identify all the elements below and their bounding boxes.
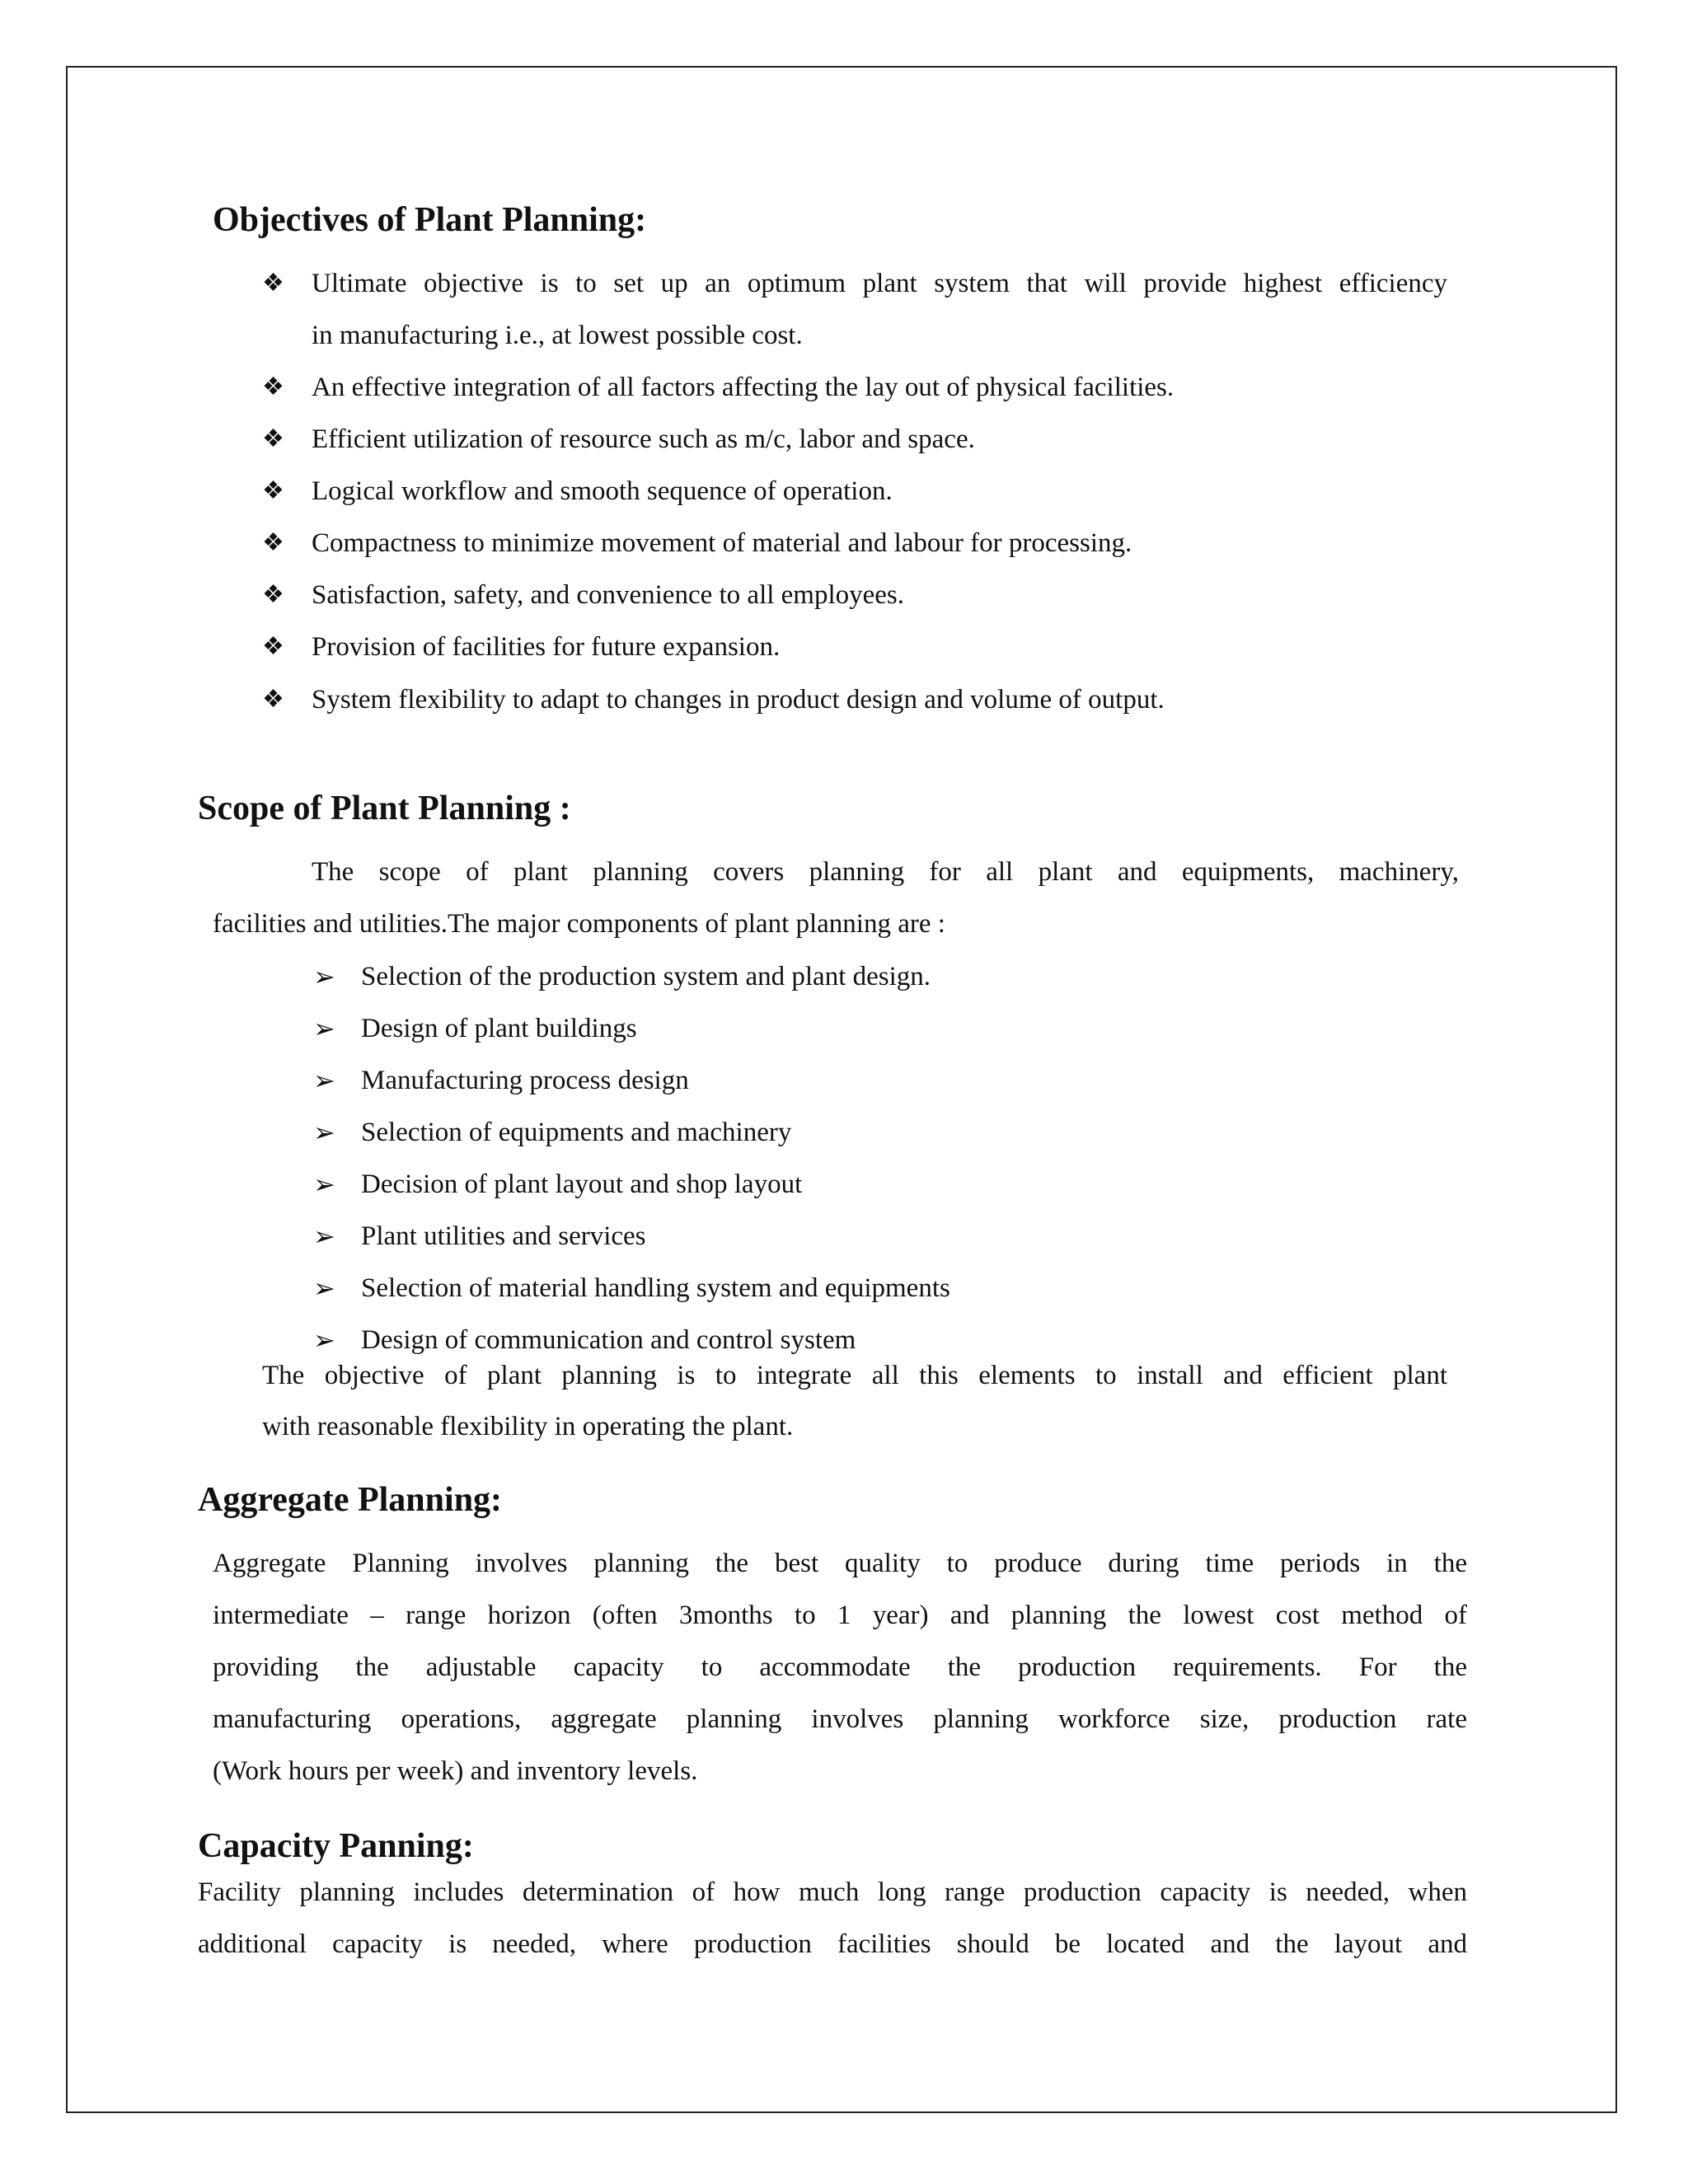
arrow-bullet-icon: ➢ (313, 1066, 335, 1095)
capacity-line-1: Facility planning includes determination of how much long range production capacity is needed, when (198, 1877, 1467, 1907)
diamond-bullet-icon: ❖ (262, 581, 284, 608)
arrow-bullet-icon: ➢ (313, 1169, 335, 1199)
arrow-bullet-icon: ➢ (313, 1014, 335, 1043)
capacity-line-2: additional capacity is needed, where production facilities should be located and the layout and (198, 1929, 1467, 1959)
aggregate-line-4: manufacturing operations, aggregate planning involves planning workforce size, production rate (213, 1704, 1467, 1734)
scope-intro-line-1: The scope of plant planning covers planning for all plant and equipments, machinery, (312, 857, 1459, 887)
diamond-bullet-icon: ❖ (262, 529, 284, 556)
diamond-bullet-icon: ❖ (262, 269, 284, 297)
scope-closing-line-2: with reasonable flexibility in operating the plant. (262, 1412, 794, 1441)
scope-item-1: Selection of the production system and plant design. (361, 962, 931, 991)
objective-item-4: Logical workflow and smooth sequence of operation. (312, 476, 893, 506)
scope-item-5: Decision of plant layout and shop layout (361, 1169, 803, 1199)
objective-item-5: Compactness to minimize movement of material and labour for processing. (312, 528, 1132, 558)
diamond-bullet-icon: ❖ (262, 686, 284, 713)
scope-item-4: Selection of equipments and machinery (361, 1118, 792, 1147)
aggregate-line-3: providing the adjustable capacity to accommodate the production requirements. For the (213, 1652, 1467, 1682)
diamond-bullet-icon: ❖ (262, 425, 284, 452)
objective-item-8: System flexibility to adapt to changes in product design and volume of output. (312, 685, 1165, 715)
scope-item-2: Design of plant buildings (361, 1014, 637, 1043)
arrow-bullet-icon: ➢ (313, 1325, 335, 1355)
capacity-heading: Capacity Panning: (198, 1827, 474, 1865)
scope-intro-line-2: facilities and utilities.The major components of plant planning are : (213, 909, 945, 939)
objective-item-7: Provision of facilities for future expansion. (312, 632, 781, 662)
aggregate-line-2: intermediate – range horizon (often 3months to 1 year) and planning the lowest cost method of (213, 1601, 1467, 1630)
aggregate-line-1: Aggregate Planning involves planning the best quality to produce during time periods in the (213, 1549, 1467, 1578)
objectives-heading: Objectives of Plant Planning: (213, 201, 647, 239)
objective-item-1-line-1: Ultimate objective is to set up an optimum plant system that will provide highest efficiency (312, 269, 1447, 298)
scope-item-6: Plant utilities and services (361, 1221, 646, 1251)
diamond-bullet-icon: ❖ (262, 633, 284, 660)
aggregate-heading: Aggregate Planning: (198, 1481, 503, 1519)
scope-heading: Scope of Plant Planning : (198, 790, 571, 827)
arrow-bullet-icon: ➢ (313, 962, 335, 991)
arrow-bullet-icon: ➢ (313, 1273, 335, 1303)
objective-item-6: Satisfaction, safety, and convenience to all employees. (312, 580, 905, 610)
objective-item-1-line-2: in manufacturing i.e., at lowest possible cost. (312, 321, 803, 350)
scope-closing-line-1: The objective of plant planning is to integrate all this elements to install and efficient plant (262, 1361, 1447, 1390)
scope-item-7: Selection of material handling system and equipments (361, 1273, 950, 1303)
aggregate-line-5: (Work hours per week) and inventory levels. (213, 1756, 698, 1786)
objective-item-3: Efficient utilization of resource such as m/c, labor and space. (312, 424, 975, 454)
arrow-bullet-icon: ➢ (313, 1221, 335, 1251)
diamond-bullet-icon: ❖ (262, 373, 284, 401)
scope-item-8: Design of communication and control system (361, 1325, 856, 1355)
diamond-bullet-icon: ❖ (262, 477, 284, 504)
objective-item-2: An effective integration of all factors affecting the lay out of physical facilities. (312, 373, 1175, 402)
scope-item-3: Manufacturing process design (361, 1066, 689, 1095)
arrow-bullet-icon: ➢ (313, 1118, 335, 1147)
